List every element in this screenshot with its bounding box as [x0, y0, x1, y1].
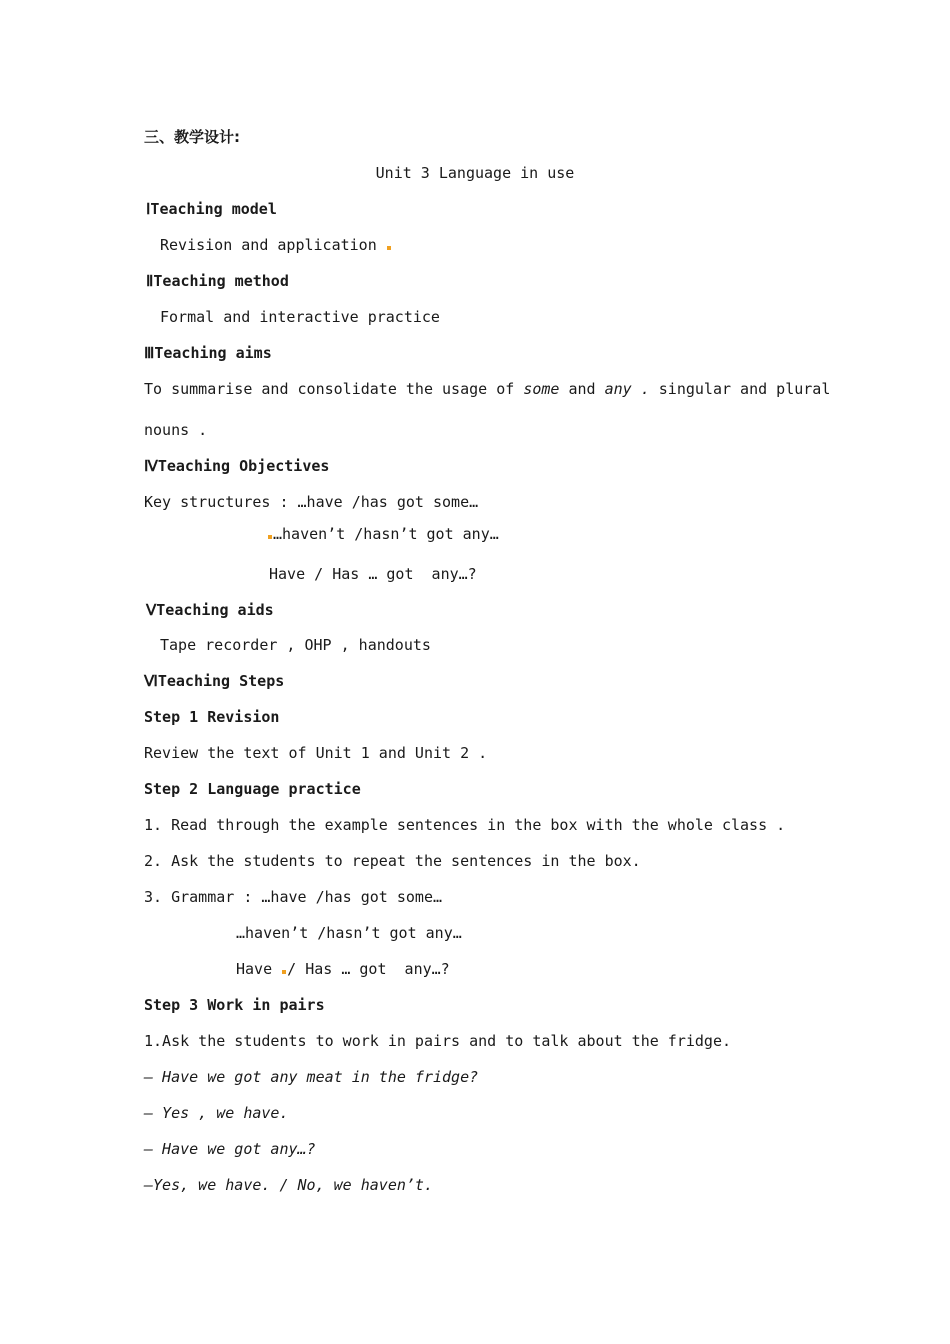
aims-line-2: nouns . — [144, 421, 208, 439]
step-3-item-1: 1.Ask the students to work in pairs and to talk about the fridge. — [144, 1032, 731, 1050]
heading-teaching-aims: ⅢTeaching aims — [144, 344, 272, 362]
teaching-model-value: Revision and application — [160, 236, 377, 254]
aims-some: some — [523, 380, 560, 398]
objectives-line-1: Key structures : …have /has got some… — [144, 493, 479, 511]
step-2-item-3c-a: Have — [236, 960, 282, 978]
section-heading: 三、教学设计: — [144, 128, 240, 146]
dialogue-line-1: — Have we got any meat in the fridge? — [144, 1068, 479, 1086]
step-2-item-3b: …haven’t /hasn’t got any… — [236, 924, 462, 942]
heading-teaching-method: ⅡTeaching method — [146, 272, 289, 290]
step-2-item-3: 3. Grammar : …have /has got some… — [144, 888, 443, 906]
teaching-aids-text: Tape recorder , OHP , handouts — [160, 636, 431, 654]
heading-step-1: Step 1 Revision — [144, 708, 280, 726]
dialogue-line-3: — Have we got any…? — [144, 1140, 316, 1158]
teaching-model-text — [160, 235, 392, 255]
objectives-line-2-text: …haven’t /hasn’t got any… — [273, 525, 499, 543]
heading-teaching-model: ⅠTeaching model — [146, 200, 277, 218]
heading-teaching-objectives: ⅣTeaching Objectives — [144, 457, 330, 475]
step-1-text: Review the text of Unit 1 and Unit 2 . — [144, 744, 488, 762]
teaching-method-text: Formal and interactive practice — [160, 308, 440, 326]
aims-any: any . — [604, 380, 650, 398]
highlight-mark — [387, 246, 391, 250]
highlight-mark — [268, 535, 272, 539]
step-2-item-3c-b: / Has … got any…? — [287, 960, 450, 978]
aims-text-2: singular and plural — [649, 380, 831, 398]
heading-teaching-steps: ⅥTeaching Steps — [144, 672, 285, 690]
dialogue-line-4: —Yes, we have. / No, we haven’t. — [144, 1176, 433, 1194]
heading-teaching-aids: ⅤTeaching aids — [146, 601, 274, 619]
step-2-item-2: 2. Ask the students to repeat the sentences in the box. — [144, 852, 641, 870]
dialogue-line-2: — Yes , we have. — [144, 1104, 289, 1122]
highlight-mark — [282, 970, 286, 974]
aims-text-1: To summarise and consolidate the usage of — [144, 380, 524, 398]
heading-step-2: Step 2 Language practice — [144, 780, 361, 798]
heading-step-3: Step 3 Work in pairs — [144, 996, 325, 1014]
step-2-item-3c — [236, 959, 450, 979]
objectives-line-3: Have / Has … got any…? — [269, 565, 477, 583]
objectives-line-2 — [267, 524, 499, 544]
document-title: Unit 3 Language in use — [375, 164, 575, 182]
aims-and: and — [559, 380, 605, 398]
aims-line-1 — [144, 379, 830, 399]
step-2-item-1: 1. Read through the example sentences in the box with the whole class . — [144, 816, 786, 834]
